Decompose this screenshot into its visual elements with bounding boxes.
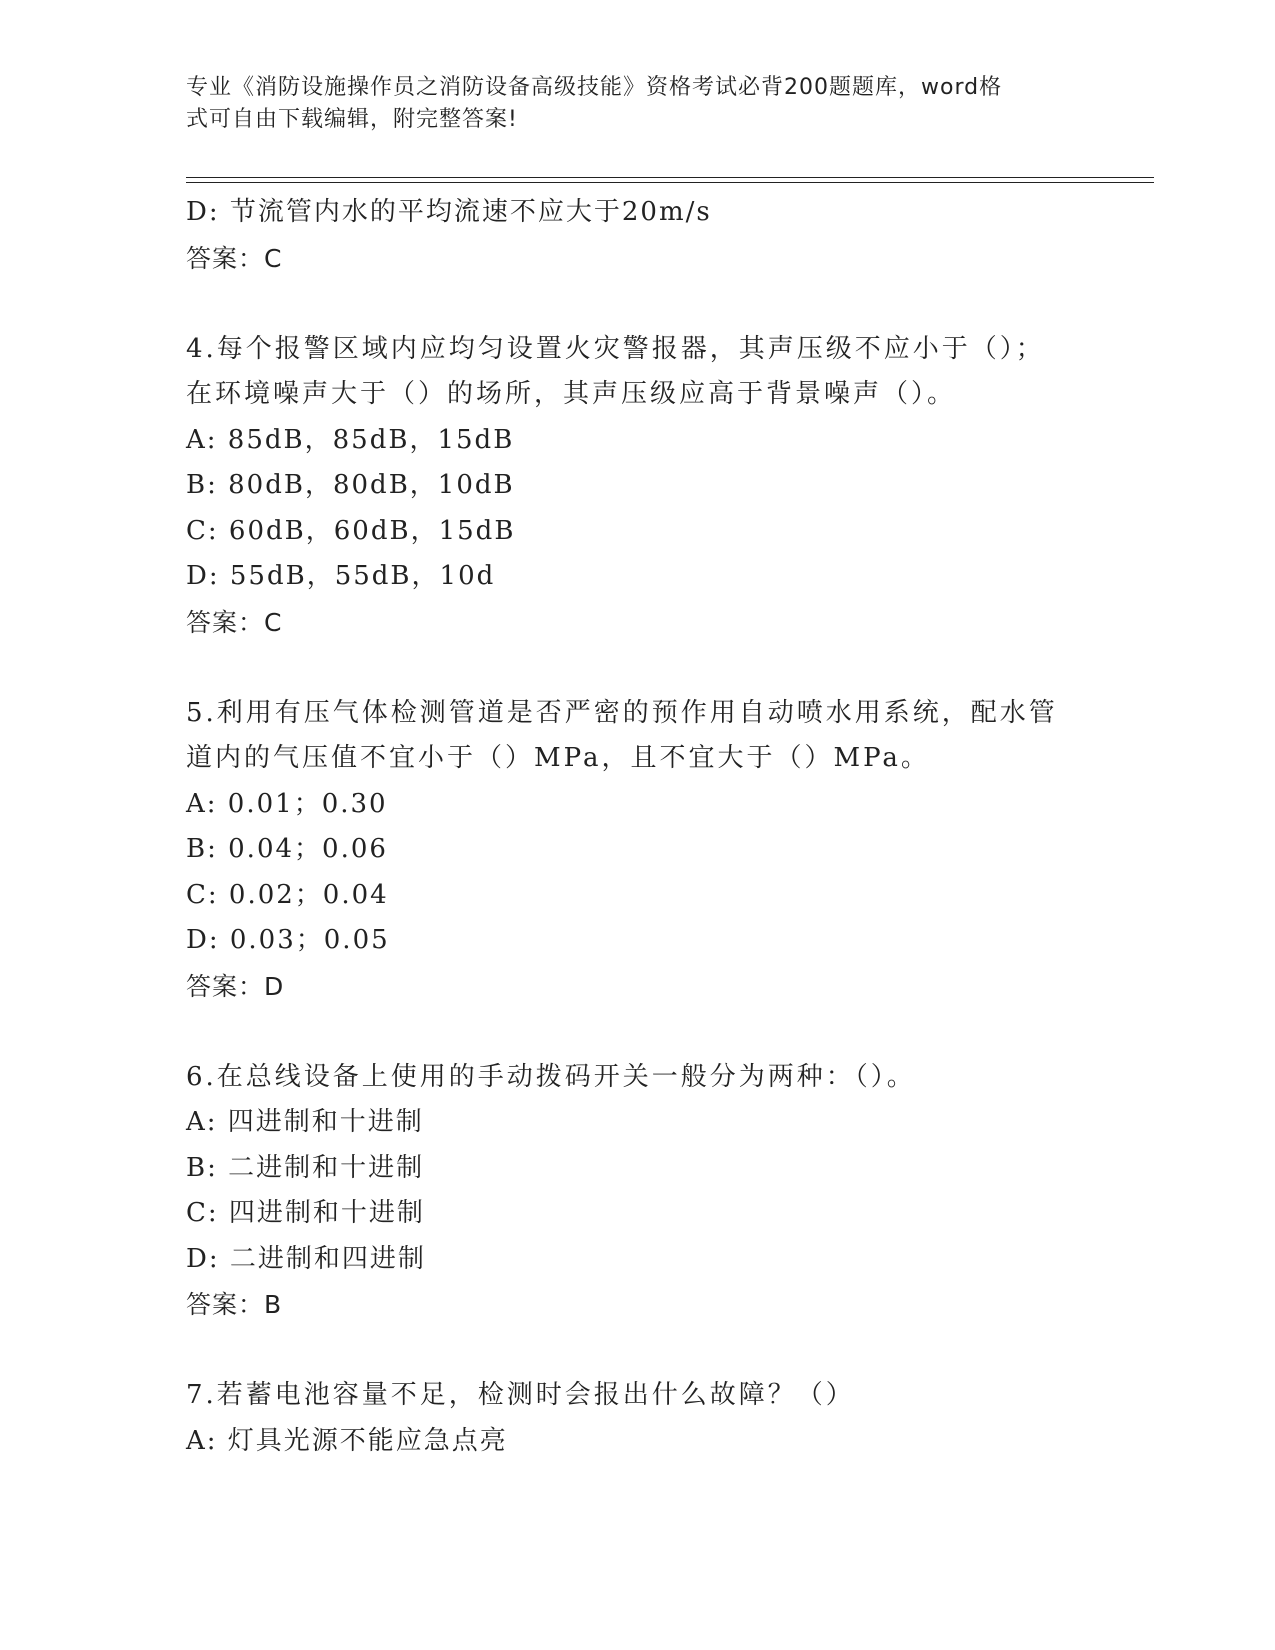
option-b: B: 0.04；0.06 xyxy=(186,834,388,864)
option-d: D: 0.03；0.05 xyxy=(186,925,390,955)
option-c: C: 60dB，60dB，15dB xyxy=(186,515,516,546)
question-title-line-1: 5.利用有压气体检测管道是否严密的预作用自动喷水用系统，配水管 xyxy=(186,697,1058,728)
previous-question-tail xyxy=(186,190,1086,281)
spacer xyxy=(186,1328,1086,1374)
question-title-line-1: 7.若蓄电池容量不足，检测时会报出什么故障？（） xyxy=(186,1380,855,1410)
option-b: B: 80dB，80dB，10dB xyxy=(186,470,515,500)
question-title-line-2: 道内的气压值不宜小于（）MPa，且不宜大于（）MPa。 xyxy=(186,743,930,773)
header-rule-top xyxy=(186,177,1154,178)
question-list xyxy=(186,190,1086,1464)
option-a: A: 四进制和十进制 xyxy=(186,1107,424,1137)
option-d: D: 二进制和四进制 xyxy=(186,1243,426,1274)
option-c: C: 四进制和十进制 xyxy=(186,1198,425,1228)
question-6 xyxy=(186,1055,1086,1328)
question-5 xyxy=(186,691,1086,1010)
answer-label: 答案：B xyxy=(186,1290,283,1319)
answer-label: 答案：C xyxy=(186,243,283,273)
option-b: B: 二进制和十进制 xyxy=(186,1152,425,1183)
option-d: D: 节流管内水的平均流速不应大于20m/s xyxy=(186,197,712,227)
document-header xyxy=(186,72,1066,136)
spacer xyxy=(186,281,1086,327)
header-rule-bottom xyxy=(186,182,1154,183)
header-line-1: 专业《消防设施操作员之消防设备高级技能》资格考试必背200题题库，word格 xyxy=(186,75,1003,100)
question-title-line-1: 4.每个报警区域内应均匀设置火灾警报器，其声压级不应小于（）； xyxy=(186,333,1045,364)
answer-label: 答案：D xyxy=(186,971,285,1001)
answer-label: 答案：C xyxy=(186,607,283,637)
option-a: A: 0.01；0.30 xyxy=(186,788,388,819)
question-7 xyxy=(186,1373,1086,1464)
spacer xyxy=(186,645,1086,691)
question-4 xyxy=(186,327,1086,646)
option-a: A: 灯具光源不能应急点亮 xyxy=(186,1425,508,1456)
question-title-line-2: 在环境噪声大于（）的场所，其声压级应高于背景噪声（）。 xyxy=(186,379,957,409)
header-line-2: 式可自由下载编辑，附完整答案! xyxy=(186,107,518,132)
question-title-line-1: 6.在总线设备上使用的手动拨码开关一般分为两种：（）。 xyxy=(186,1061,916,1092)
spacer xyxy=(186,1009,1086,1055)
option-c: C: 0.02；0.04 xyxy=(186,879,389,910)
option-a: A: 85dB，85dB，15dB xyxy=(186,424,515,455)
option-d: D: 55dB，55dB，10d xyxy=(186,561,496,591)
